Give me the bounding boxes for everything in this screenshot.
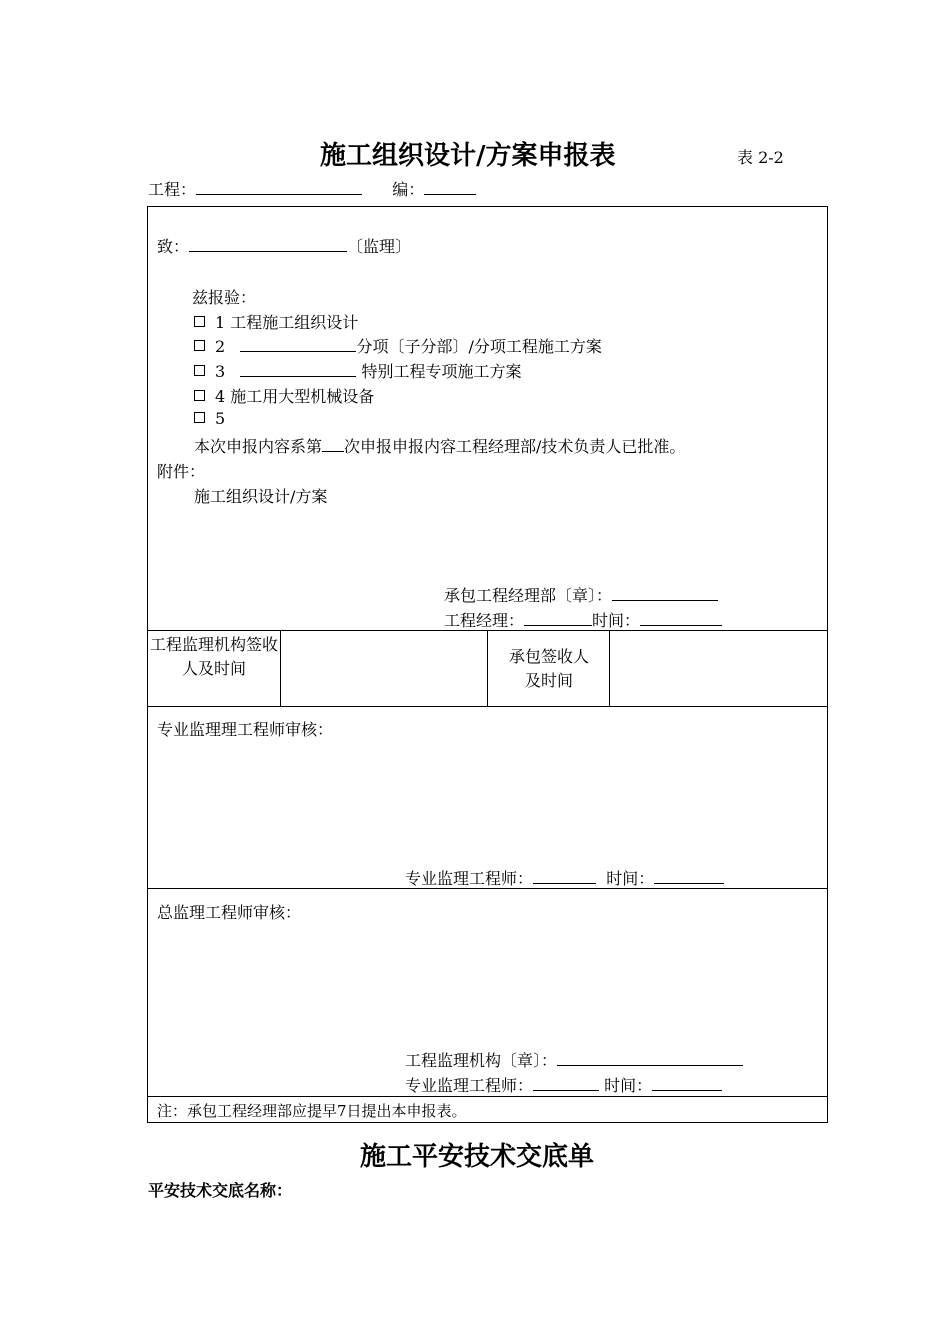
supervisor-seal-label: 工程监理机构〔章〕： — [405, 1051, 558, 1070]
rule — [487, 630, 488, 706]
option-number: 3 — [215, 362, 226, 381]
option-3 — [194, 359, 522, 382]
time-label: 时间： — [592, 611, 641, 630]
statement — [194, 434, 685, 457]
note: 注：承包工程经理部应提早7日提出本申报表。 — [157, 1102, 467, 1120]
engineer-sign-blank[interactable] — [533, 869, 596, 884]
next-section-name-label: 平安技术交底名称： — [148, 1181, 293, 1200]
option-5 — [194, 409, 225, 428]
engineer-sign-blank[interactable] — [533, 1076, 599, 1091]
time-blank[interactable] — [652, 1076, 722, 1091]
rule — [609, 630, 610, 706]
supervisor-seal-row — [405, 1048, 743, 1071]
supervisor-seal-blank[interactable] — [557, 1051, 743, 1066]
statement-post: 次申报申报内容工程经理部/技术负责人已批准。 — [344, 437, 686, 456]
time-label: 时间： — [606, 869, 655, 888]
option-number: 5 — [215, 409, 226, 428]
rule — [147, 706, 828, 707]
project-row — [148, 177, 476, 200]
pm-label: 工程经理： — [444, 611, 525, 630]
checkbox[interactable] — [194, 412, 205, 423]
table-number: 表 2-2 — [737, 148, 784, 167]
to-label: 致： — [157, 237, 190, 256]
option-text: 分项〔子分部〕/分项工程施工方案 — [356, 337, 602, 356]
option-text: 特别工程专项施工方案 — [361, 362, 522, 381]
attachment-label: 附件： — [157, 462, 206, 481]
option-number: 4 — [215, 387, 226, 406]
checkbox[interactable] — [194, 316, 205, 327]
next-section-title: 施工平安技术交底单 — [360, 1142, 595, 1172]
rule — [147, 1096, 828, 1097]
to-blank[interactable] — [189, 237, 347, 252]
pm-row — [444, 608, 722, 631]
option-1 — [194, 310, 358, 333]
attachment-item: 施工组织设计/方案 — [194, 487, 328, 506]
option-4 — [194, 384, 374, 407]
checkbox[interactable] — [194, 365, 205, 376]
to-row — [157, 234, 411, 257]
time-label: 时间： — [604, 1076, 653, 1095]
to-suffix: 〔监理〕 — [347, 237, 412, 256]
checkbox[interactable] — [194, 390, 205, 401]
option-blank[interactable] — [240, 362, 356, 377]
option-number: 1 — [215, 313, 226, 332]
engineer-sign-label: 专业监理工程师： — [405, 1076, 534, 1095]
rule — [280, 630, 281, 706]
option-text: 施工用大型机械设备 — [230, 387, 375, 406]
supervisor-receiver-label: 工程监理机构签收人及时间 — [150, 635, 279, 678]
form-title: 施工组织设计/方案申报表 — [320, 141, 616, 171]
engineer-sign-label: 专业监理工程师： — [405, 869, 534, 888]
option-number: 2 — [215, 337, 226, 356]
number-blank[interactable] — [424, 180, 476, 195]
option-text: 工程施工组织设计 — [230, 313, 359, 332]
contractor-receiver-label: 承包签收人及时间 — [508, 647, 589, 690]
contractor-seal-blank[interactable] — [612, 586, 718, 601]
contractor-seal-label: 承包工程经理部〔章〕： — [444, 586, 613, 605]
engineer-review-label: 专业监理理工程师审核： — [157, 720, 334, 739]
contractor-seal-row — [444, 583, 718, 606]
number-label: 编： — [392, 180, 425, 199]
option-2 — [194, 334, 602, 357]
option-blank[interactable] — [240, 337, 356, 352]
chief-review-label: 总监理工程师审核： — [157, 903, 302, 922]
pm-blank[interactable] — [524, 611, 592, 626]
engineer-sign-row-2 — [405, 1073, 722, 1096]
project-blank[interactable] — [196, 180, 362, 195]
checkbox[interactable] — [194, 340, 205, 351]
times-blank[interactable] — [322, 437, 344, 452]
submit-label: 兹报验： — [192, 288, 257, 307]
time-blank[interactable] — [640, 611, 722, 626]
project-label: 工程： — [148, 180, 197, 199]
time-blank[interactable] — [654, 869, 724, 884]
statement-pre: 本次申报内容系第 — [194, 437, 323, 456]
engineer-sign-row — [405, 866, 724, 889]
